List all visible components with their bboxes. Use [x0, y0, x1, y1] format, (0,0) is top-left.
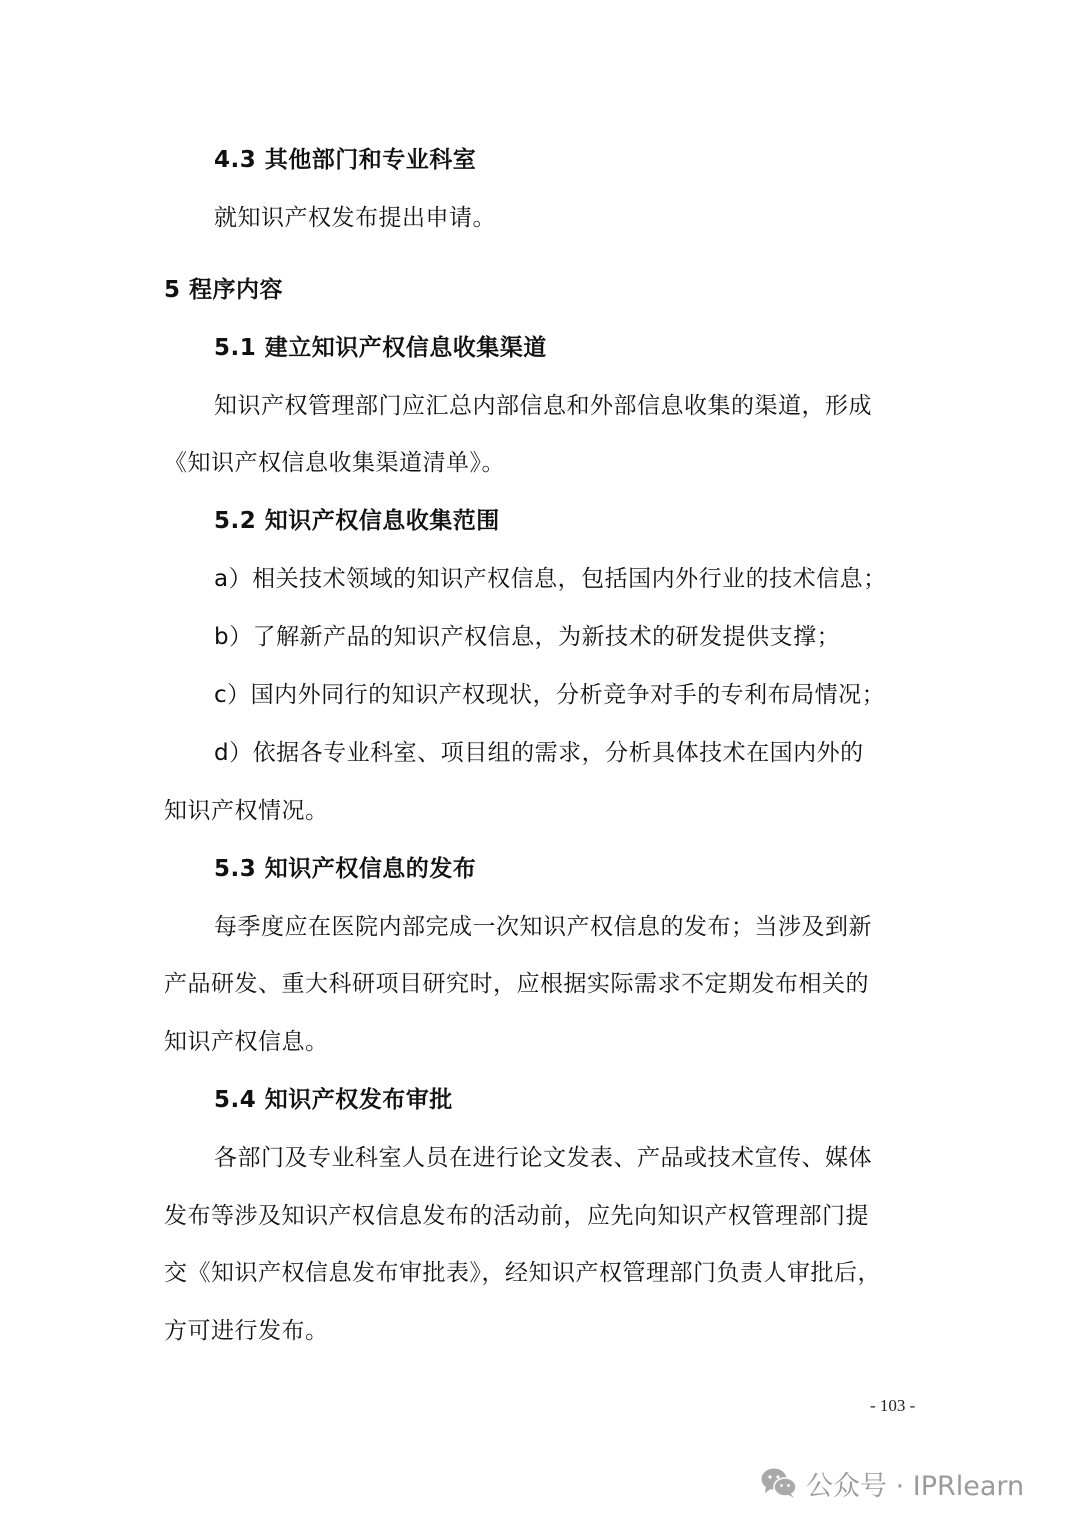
paragraph-line: 发布等涉及知识产权信息发布的活动前，应先向知识产权管理部门提: [164, 1203, 869, 1229]
paragraph-line: 每季度应在医院内部完成一次知识产权信息的发布；当涉及到新: [214, 914, 872, 940]
paragraph-line: d）依据各专业科室、项目组的需求，分析具体技术在国内外的: [214, 740, 864, 766]
watermark-text: 公众号 · IPRlearn: [806, 1470, 1025, 1502]
paragraph-line: c）国内外同行的知识产权现状，分析竞争对手的专利布局情况；: [214, 682, 886, 708]
paragraph-line: 知识产权情况。: [164, 798, 329, 824]
paragraph-line: 产品研发、重大科研项目研究时，应根据实际需求不定期发布相关的: [164, 971, 869, 997]
paragraph-line: 知识产权信息。: [164, 1029, 329, 1055]
page-number: - 103 -: [870, 1396, 916, 1415]
wechat-icon: [760, 1466, 798, 1500]
section-heading: 4.3 其他部门和专业科室: [214, 147, 477, 173]
section-heading: 5.1 建立知识产权信息收集渠道: [214, 335, 547, 361]
section-heading: 5 程序内容: [164, 277, 284, 303]
paragraph-line: b）了解新产品的知识产权信息，为新技术的研发提供支撑；: [214, 624, 841, 650]
watermark: [760, 1463, 1024, 1503]
paragraph-line: 方可进行发布。: [164, 1318, 329, 1344]
paragraph-line: 就知识产权发布提出申请。: [214, 205, 496, 231]
paragraph-line: 《知识产权信息收集渠道清单》。: [164, 450, 505, 476]
section-heading: 5.3 知识产权信息的发布: [214, 856, 477, 882]
section-heading: 5.4 知识产权发布审批: [214, 1087, 453, 1113]
paragraph-line: 各部门及专业科室人员在进行论文发表、产品或技术宣传、媒体: [214, 1145, 872, 1171]
paragraph-line: 交《知识产权信息发布审批表》，经知识产权管理部门负责人审批后，: [164, 1260, 881, 1286]
section-heading: 5.2 知识产权信息收集范围: [214, 508, 500, 534]
paragraph-line: a）相关技术领域的知识产权信息，包括国内外行业的技术信息；: [214, 566, 887, 592]
paragraph-line: 知识产权管理部门应汇总内部信息和外部信息收集的渠道，形成: [214, 393, 872, 419]
